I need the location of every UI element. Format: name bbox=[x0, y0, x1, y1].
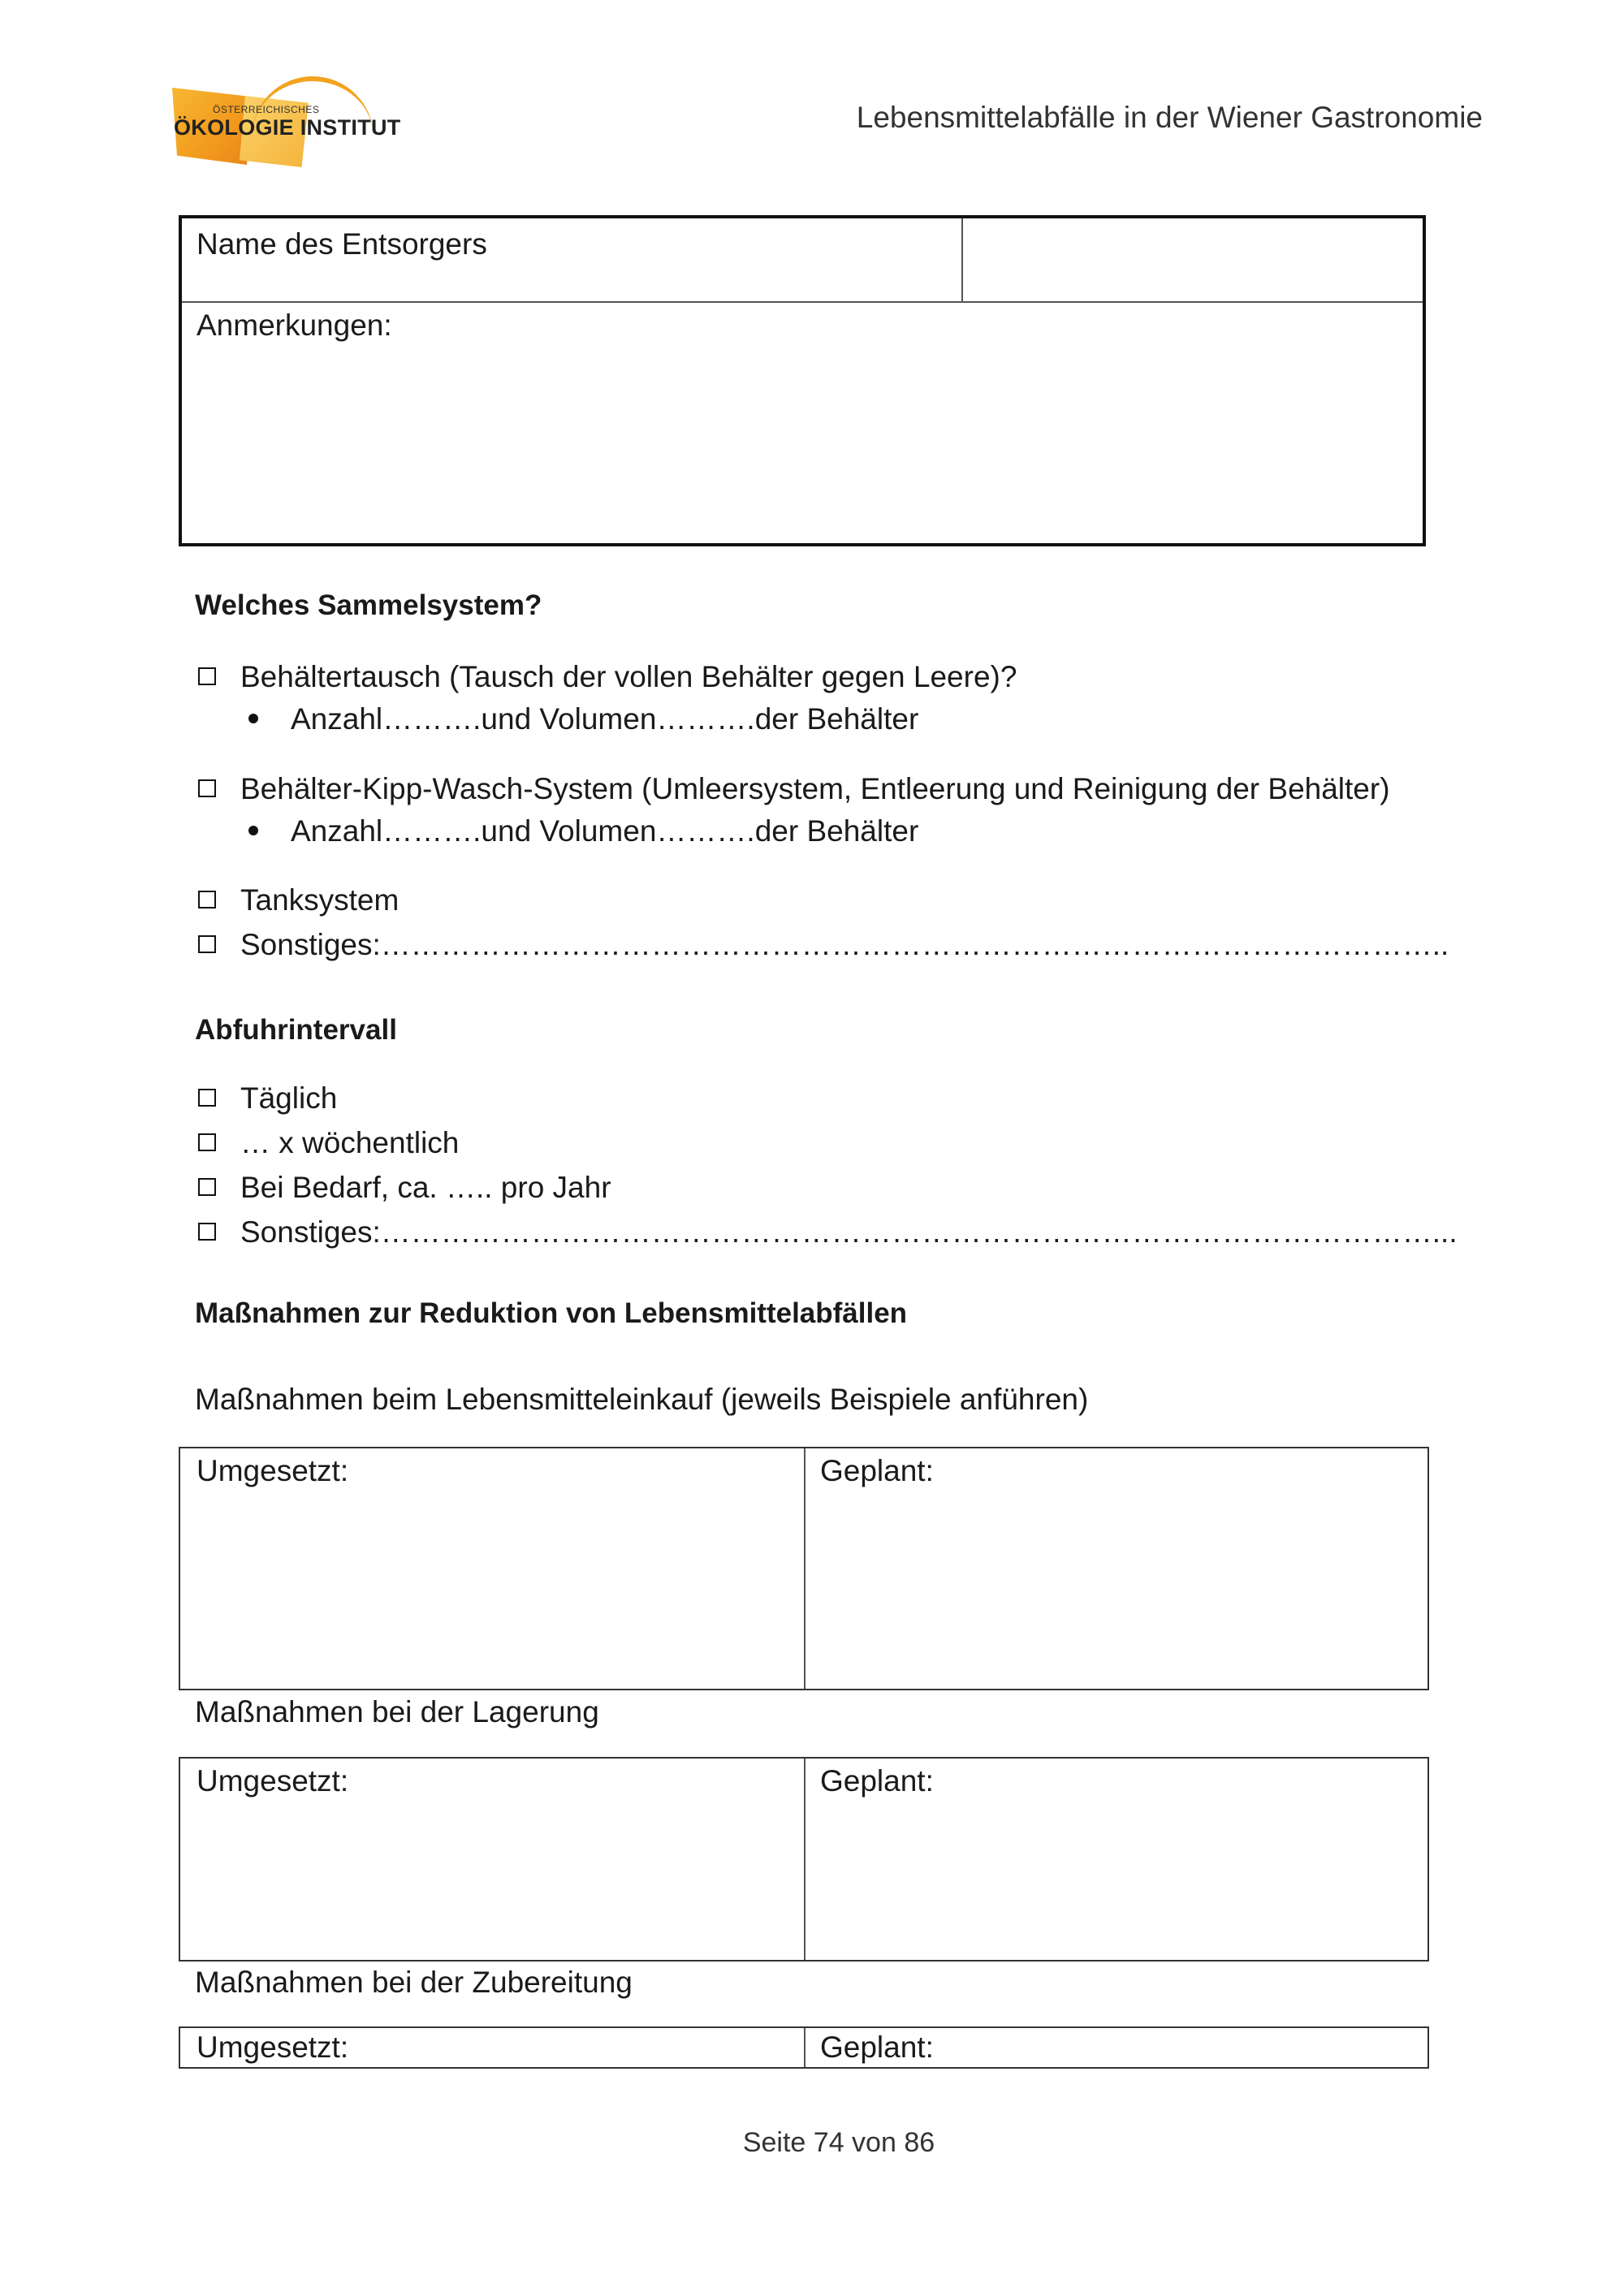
umgesetzt-cell[interactable]: Umgesetzt: bbox=[197, 2031, 349, 2064]
anmerkungen-label: Anmerkungen: bbox=[197, 309, 392, 342]
bullet-icon bbox=[248, 714, 258, 723]
checkbox-icon[interactable] bbox=[198, 779, 216, 797]
entsorger-box bbox=[179, 215, 1426, 546]
zubereitung-table bbox=[179, 2026, 1429, 2069]
checkbox-icon[interactable] bbox=[198, 1133, 216, 1151]
zubereitung-label: Maßnahmen bei der Zubereitung bbox=[195, 1966, 633, 1999]
massnahmen-heading: Maßnahmen zur Reduktion von Lebensmittelabfällen bbox=[195, 1297, 908, 1329]
option-behaeltertausch[interactable]: Behältertausch (Tausch der vollen Behälter gegen Leere)? bbox=[198, 659, 1017, 695]
checkbox-icon[interactable] bbox=[198, 1089, 216, 1107]
checkbox-icon[interactable] bbox=[198, 667, 216, 685]
option-sonstiges-abfuhr[interactable]: Sonstiges:……………………………………………………………………………………………... bbox=[198, 1215, 1458, 1250]
umgesetzt-cell[interactable]: Umgesetzt: bbox=[197, 1764, 349, 1798]
option-tanksystem[interactable]: Tanksystem bbox=[198, 883, 399, 918]
checkbox-icon[interactable] bbox=[198, 891, 216, 908]
lagerung-label: Maßnahmen bei der Lagerung bbox=[195, 1695, 599, 1728]
option-kipp-wasch[interactable]: Behälter-Kipp-Wasch-System (Umleersystem, Entleerung und Reinigung der Behälter) bbox=[198, 771, 1390, 807]
option-bei-bedarf[interactable]: Bei Bedarf, ca. ….. pro Jahr bbox=[198, 1170, 611, 1206]
header-title: Lebensmittelabfälle in der Wiener Gastronomie bbox=[856, 101, 1483, 134]
einkauf-table bbox=[179, 1447, 1429, 1690]
sammelsystem-heading: Welches Sammelsystem? bbox=[195, 589, 542, 621]
logo-small-text: ÖSTERREICHISCHES bbox=[213, 104, 320, 115]
bullet-icon bbox=[248, 826, 258, 835]
umgesetzt-cell[interactable]: Umgesetzt: bbox=[197, 1454, 349, 1487]
logo-big-text: ÖKOLOGIE INSTITUT bbox=[174, 115, 401, 140]
option-sonstiges-sammel[interactable]: Sonstiges:…………………………………………………………………………………………….. bbox=[198, 927, 1449, 963]
einkauf-label: Maßnahmen beim Lebensmitteleinkauf (jeweils Beispiele anführen) bbox=[195, 1383, 1089, 1416]
page-number: Seite 74 von 86 bbox=[742, 2127, 935, 2158]
checkbox-icon[interactable] bbox=[198, 935, 216, 953]
sub-behaeltertausch: Anzahl……….und Volumen……….der Behälter bbox=[248, 701, 918, 737]
geplant-cell[interactable]: Geplant: bbox=[820, 2031, 934, 2064]
option-taeglich[interactable]: Täglich bbox=[198, 1081, 337, 1116]
geplant-cell[interactable]: Geplant: bbox=[820, 1764, 934, 1798]
entsorger-label: Name des Entsorgers bbox=[197, 227, 487, 261]
abfuhr-heading: Abfuhrintervall bbox=[195, 1014, 397, 1046]
option-woechentlich[interactable]: … x wöchentlich bbox=[198, 1125, 459, 1161]
oekologie-institut-logo bbox=[162, 71, 406, 173]
checkbox-icon[interactable] bbox=[198, 1223, 216, 1241]
checkbox-icon[interactable] bbox=[198, 1178, 216, 1196]
lagerung-table bbox=[179, 1757, 1429, 1962]
geplant-cell[interactable]: Geplant: bbox=[820, 1454, 934, 1487]
sub-kipp-wasch: Anzahl……….und Volumen……….der Behälter bbox=[248, 814, 918, 849]
